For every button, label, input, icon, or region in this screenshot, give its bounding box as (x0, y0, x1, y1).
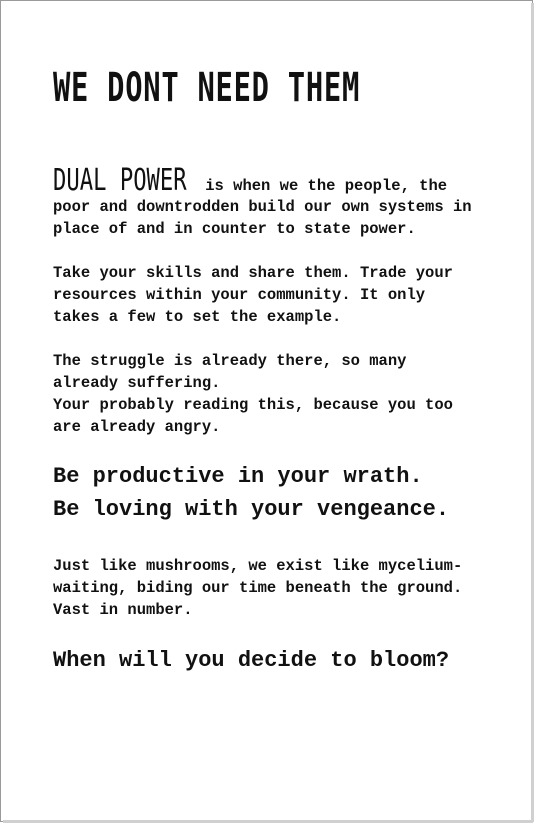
dual-power-paragraph: poor and downtrodden build our own systems in place of and in counter to state power. (53, 198, 472, 238)
vengeance-line: Be loving with your vengeance. (53, 497, 450, 522)
struggle-paragraph: The struggle is already there, so many already suffering. Your probably reading this, because you too are already angry. (53, 352, 453, 436)
closing-question: When will you decide to bloom? (53, 648, 450, 673)
dual-power-heading: DUAL POWER (53, 163, 187, 198)
dual-power-first-line (53, 163, 447, 198)
page-shadow-right (531, 3, 534, 822)
wrath-line: Be productive in your wrath. (53, 464, 423, 489)
mushrooms-paragraph: Just like mushrooms, we exist like mycelium- waiting, biding our time beneath the ground. Vast in number. (53, 557, 463, 619)
page-title: WE DONT NEED THEM (53, 65, 361, 111)
dual-power-first-line-text: is when we the people, the (205, 177, 448, 195)
skills-paragraph: Take your skills and share them. Trade your resources within your community. It only takes a few to set the example. (53, 264, 453, 326)
page-shadow-bottom (3, 820, 533, 823)
